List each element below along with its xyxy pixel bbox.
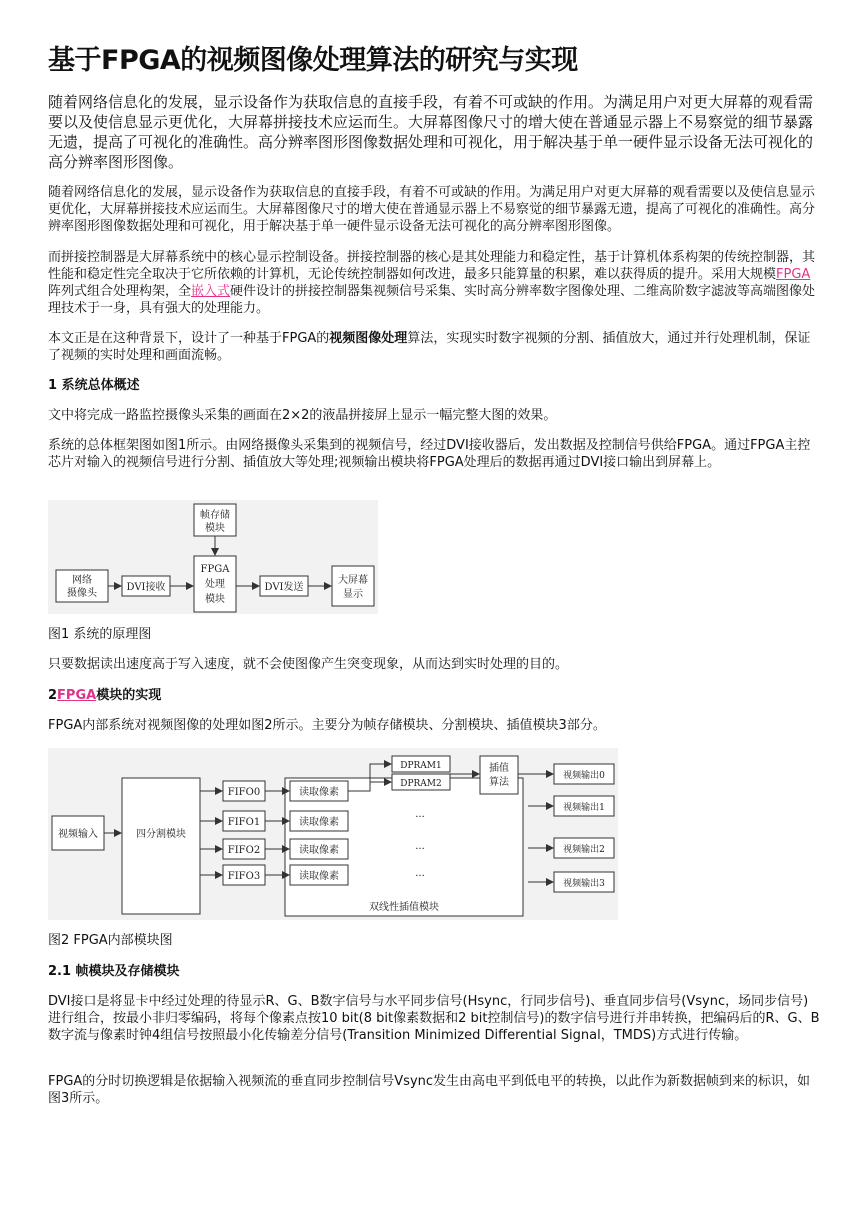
fig2-video-in: 视频输入 <box>58 829 98 840</box>
fig1-frame-store-l1: 帧存储 <box>200 510 230 521</box>
fig2-dots-3: ··· <box>415 871 425 882</box>
fig2-read-2: 读取像素 <box>299 845 339 856</box>
fpga-link[interactable]: FPGA <box>776 267 811 282</box>
fig1-screen-l2: 显示 <box>343 589 363 600</box>
paragraph-1: 随着网络信息化的发展，显示设备作为获取信息的直接手段，有着不可或缺的作用。为满足用户对更大屏幕的观看需要以及使信息显示更优化，大屏幕拼接技术应运而生。大屏幕图像尺寸的增大使在普通显示器上不易察觉的细节暴露无遗，提高了可视化的准确性。高分辨率图形图像数据处理和可视化，用于解决基于单一硬件显示设备无法可视化的高分辨率图形图像。 <box>48 185 816 234</box>
fig2-dpram1: DPRAM1 <box>400 761 442 771</box>
section-2-fpga-link[interactable]: FPGA <box>57 688 97 703</box>
fig2-read-1: 读取像素 <box>299 817 339 828</box>
fig2-out3: 视频输出3 <box>563 879 605 889</box>
figure-1-diagram <box>48 500 378 614</box>
fig2-fifo0: FIFO0 <box>227 787 261 798</box>
lead-paragraph: 随着网络信息化的发展，显示设备作为获取信息的直接手段，有着不可或缺的作用。为满足用户对更大屏幕的观看需要以及使信息显示更优化，大屏幕拼接技术应运而生。大屏幕图像尺寸的增大使在普通显示器上不易察觉的细节暴露无遗，提高了可视化的准确性。高分辨率图形图像数据处理和可视化，用于解决基于单一硬件显示设备无法可视化的高分辨率图形图像。 <box>48 93 814 171</box>
fig2-out0: 视频输出0 <box>563 771 605 781</box>
fig2-fifo2: FIFO2 <box>227 845 261 856</box>
fig1-fpga-l3: 模块 <box>205 594 225 605</box>
paragraph-9: FPGA的分时切换逻辑是依据输入视频流的垂直同步控制信号Vsync发生由高电平到低电平的转换，以此作为新数据帧到来的标识，如图3所示。 <box>48 1074 811 1106</box>
fig1-frame-store-l2: 模块 <box>205 523 225 534</box>
fig1-camera-l2: 摄像头 <box>67 588 97 599</box>
paragraph-3-text-b: 算法，实现实时数字视频的分割、插值放大，通过并行处理机制，保证了视频的实时处理和画面流畅。 <box>48 331 811 363</box>
fig2-read-0: 读取像素 <box>299 787 339 798</box>
figure-1-caption: 图1 系统的原理图 <box>48 627 152 642</box>
fig2-read-3: 读取像素 <box>299 871 339 882</box>
fig2-interp-l2: 算法 <box>489 777 509 788</box>
fig2-out2: 视频输出2 <box>563 845 605 855</box>
fig1-fpga-l2: 处理 <box>205 579 225 590</box>
paragraph-2-text-c: 硬件设计的拼接控制器集视频信号采集、实时高分辨率数字图像处理、二维高阶数字滤波等高端图像处理技术于一身，具有强大的处理能力。 <box>48 284 816 316</box>
paragraph-2 <box>48 249 820 317</box>
fig2-dpram2: DPRAM2 <box>400 779 442 789</box>
paragraph-2-text-b: 阵列式组合处理构架，全 <box>48 284 192 299</box>
split-box <box>122 778 200 914</box>
paragraph-2-text-a: 而拼接控制器是大屏幕系统中的核心显示控制设备。拼接控制器的核心是其处理能力和稳定性，基于计算机体系构架的传统控制器，其性能和稳定性完全取决于它所依赖的计算机，无论传统控制器如何改进，最多只能算量的积累，难以获得质的提升。采用大规模 <box>48 250 816 282</box>
paragraph-3-text-a: 本文正是在这种背景下，设计了一种基于FPGA的 <box>48 331 330 346</box>
fig2-out1: 视频输出1 <box>563 803 605 813</box>
fig1-fpga-l1: FPGA <box>200 564 230 575</box>
paragraph-6: 只要数据读出速度高于写入速度，就不会使图像产生突变现象，从而达到实时处理的目的。 <box>48 657 569 672</box>
paragraph-3 <box>48 330 820 364</box>
figure-2-diagram <box>48 748 618 920</box>
screen-box <box>332 566 374 606</box>
section-2-title-rest: 模块的实现 <box>96 688 162 703</box>
paragraph-7: FPGA内部系统对视频图像的处理如图2所示。主要分为帧存储模块、分割模块、插值模块3部分。 <box>48 718 606 733</box>
fig1-camera-l1: 网络 <box>72 575 92 586</box>
fig2-bilinear: 双线性插值模块 <box>369 902 439 913</box>
paragraph-4: 文中将完成一路监控摄像头采集的画面在2×2的液晶拼接屏上显示一幅完整大图的效果。 <box>48 408 557 423</box>
fig2-split: 四分割模块 <box>136 829 186 840</box>
section-2-number: 2 <box>48 688 58 703</box>
paragraph-8: DVI接口是将显卡中经过处理的待显示R、G、B数字信号与水平同步信号(Hsync，行同步信号)、垂直同步信号(Vsync，场同步信号)进行组合，按最小非归零编码，将每个像素点按10 bit(8 bit像素数据和2 bit控制信号)的数字信号进行并串转换，把编码后的R、G、B数字流与像素时钟4组信号按照最小化传输差分信号(Transition Minimized Differential Signal，TMDS)方式进行传输。 <box>48 994 820 1043</box>
fig2-dots-1: ··· <box>415 812 425 823</box>
fig1-dvi-tx: DVI发送 <box>264 582 304 593</box>
fig2-interp-l1: 插值 <box>489 763 509 774</box>
paragraph-3-bold: 视频图像处理 <box>329 331 408 346</box>
article-title: 基于FPGA的视频图像处理算法的研究与实现 <box>48 45 578 76</box>
fig2-fifo3: FIFO3 <box>227 871 261 882</box>
fig1-dvi-rx: DVI接收 <box>126 582 166 593</box>
section-2-1-heading: 2.1 帧模块及存储模块 <box>48 964 180 979</box>
figure-2-caption: 图2 FPGA内部模块图 <box>48 933 173 948</box>
section-1-heading: 1 系统总体概述 <box>48 378 140 393</box>
section-2-heading <box>48 687 161 704</box>
fig2-dots-2: ··· <box>415 844 425 855</box>
fig1-screen-l1: 大屏幕 <box>338 575 368 586</box>
interp-alg-box <box>480 756 518 794</box>
fig2-fifo1: FIFO1 <box>227 817 261 828</box>
embedded-link[interactable]: 嵌入式 <box>191 284 231 299</box>
paragraph-5: 系统的总体框架图如图1所示。由网络摄像头采集到的视频信号，经过DVI接收器后，发出数据及控制信号供给FPGA。通过FPGA主控芯片对输入的视频信号进行分割、插值放大等处理;视频输出模块将FPGA处理后的数据再通过DVI接口输出到屏幕上。 <box>48 438 811 470</box>
